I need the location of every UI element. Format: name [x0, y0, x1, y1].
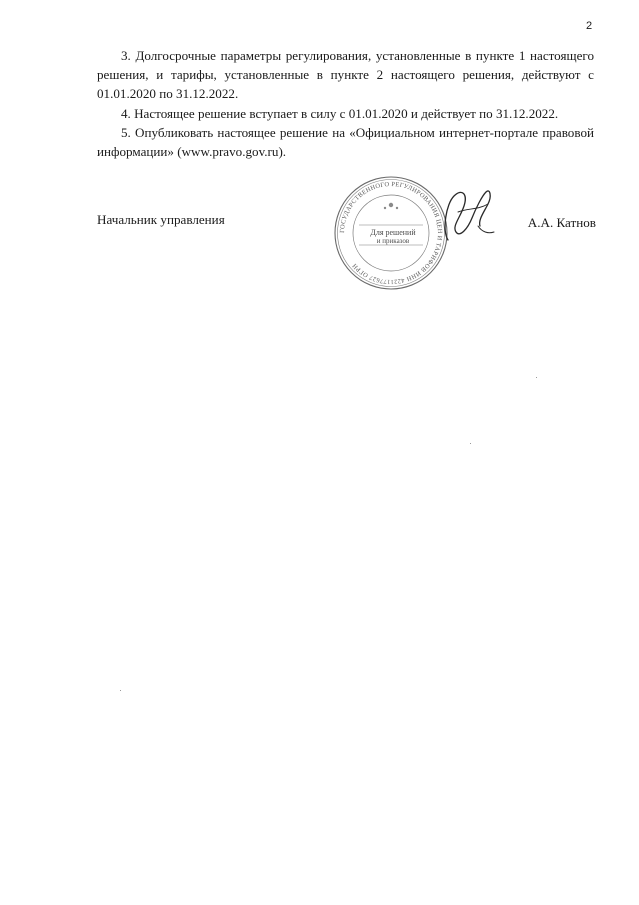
paragraph-3: 3. Долгосрочные параметры регулирования, установленные в пункте 1 настоящего решения, и тарифы, установленные в пункте 2 настоящего решения, действуют с 01.01.2020 по 31.12.2022.: [97, 48, 594, 102]
stamp-center-line1: Для решений: [370, 228, 416, 237]
paragraph-5: 5. Опубликовать настоящее решение на «Официальном интернет-портале правовой информации» (www.pravo.gov.ru).: [97, 124, 594, 160]
page-number: 2: [586, 20, 593, 32]
scan-speck: [120, 690, 121, 691]
signatory-name: А.А. Катнов: [527, 215, 596, 230]
document-body: [97, 46, 594, 161]
paragraph-4: 4. Настоящее решение вступает в силу с 01.01.2020 и действует по 31.12.2022.: [121, 105, 559, 121]
scan-speck: [536, 377, 537, 378]
handwritten-signature: [418, 182, 518, 252]
stamp-center-line2: и приказов: [376, 237, 410, 245]
stamp-outer-text: ГОСУДАРСТВЕННОГО РЕГУЛИРОВАНИЯ ЦЕН И ТАРИФОВ ИНН 4221177627 ОГРН: [338, 180, 444, 286]
stamp-emblem-icon: [384, 203, 398, 209]
scan-speck: [470, 443, 471, 444]
signatory-position: Начальник управления: [97, 212, 225, 227]
